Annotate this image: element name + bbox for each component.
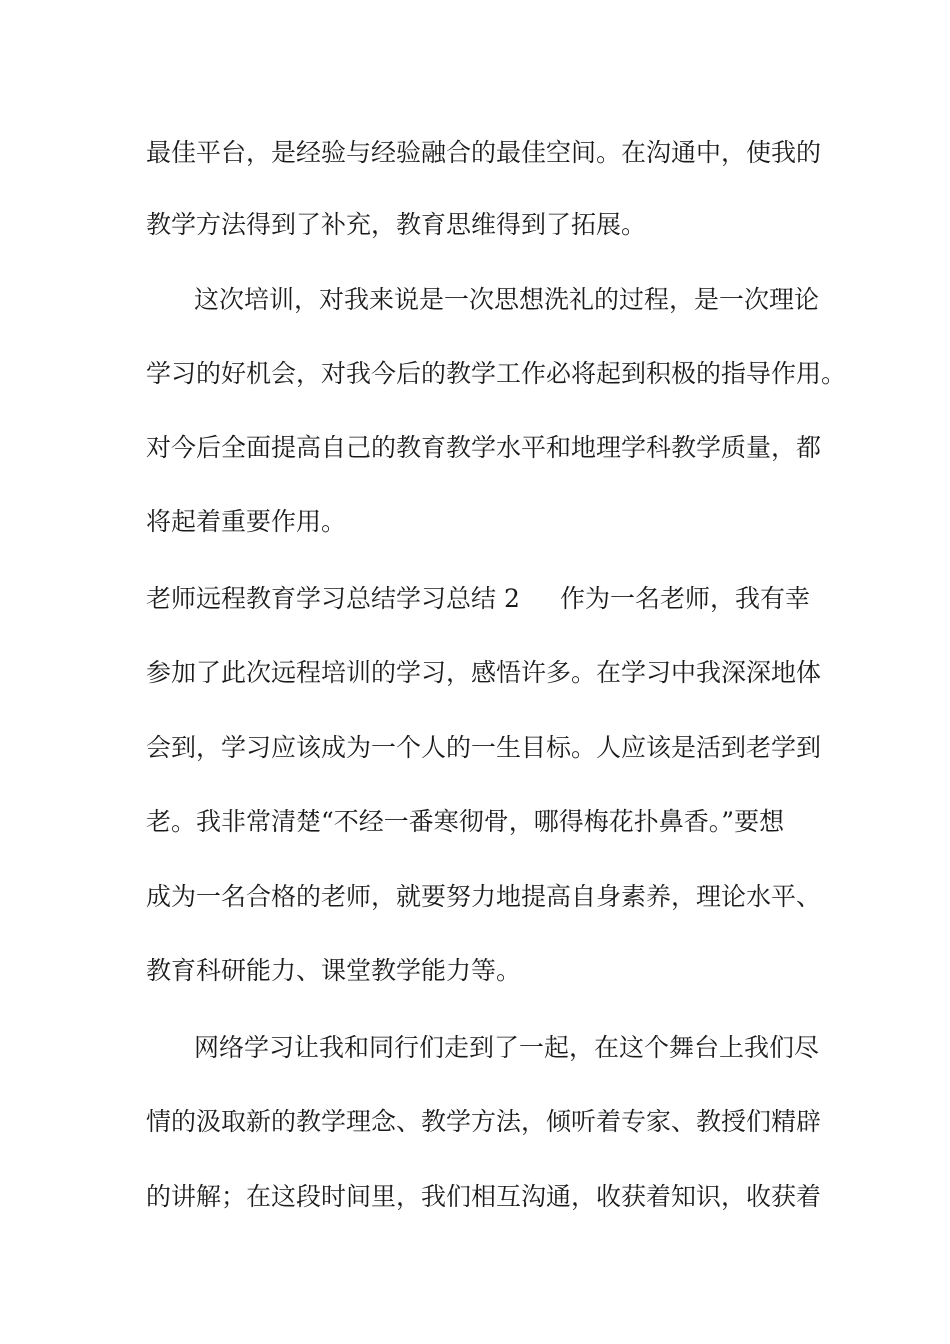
- paragraph-line: 老。我非常清楚“不经一番寒彻骨，哪得梅花扑鼻香。”要想: [146, 807, 785, 836]
- paragraph-line: 这次培训，对我来说是一次思想洗礼的过程，是一次理论: [194, 285, 820, 314]
- section-heading-continuation: 作为一名老师，我有幸: [560, 584, 811, 613]
- paragraph-line: 教育科研能力、课堂教学能力等。: [146, 956, 522, 985]
- paragraph-line: 成为一名合格的老师，就要努力地提高自身素养，理论水平、: [146, 882, 822, 911]
- paragraph-line: 对今后全面提高自己的教育教学水平和地理学科教学质量，都: [146, 433, 822, 462]
- paragraph-line: 的讲解；在这段时间里，我们相互沟通，收获着知识，收获着: [146, 1182, 822, 1211]
- paragraph-line: 将起着重要作用。: [146, 507, 347, 536]
- paragraph-line: 教学方法得到了补充，教育思维得到了拓展。: [146, 210, 647, 239]
- section-heading: 老师远程教育学习总结学习总结 2: [146, 584, 520, 613]
- paragraph-line: 会到，学习应该成为一个人的一生目标。人应该是活到老学到: [146, 733, 822, 762]
- paragraph-line: 网络学习让我和同行们走到了一起，在这个舞台上我们尽: [194, 1033, 820, 1062]
- paragraph-line: 参加了此次远程培训的学习，感悟许多。在学习中我深深地体: [146, 658, 822, 687]
- paragraph-line: 学习的好机会，对我今后的教学工作必将起到积极的指导作用。: [146, 359, 847, 388]
- paragraph-line: 最佳平台，是经验与经验融合的最佳空间。在沟通中，使我的: [146, 138, 822, 167]
- paragraph-line: 情的汲取新的教学理念、教学方法，倾听着专家、教授们精辟: [146, 1107, 822, 1136]
